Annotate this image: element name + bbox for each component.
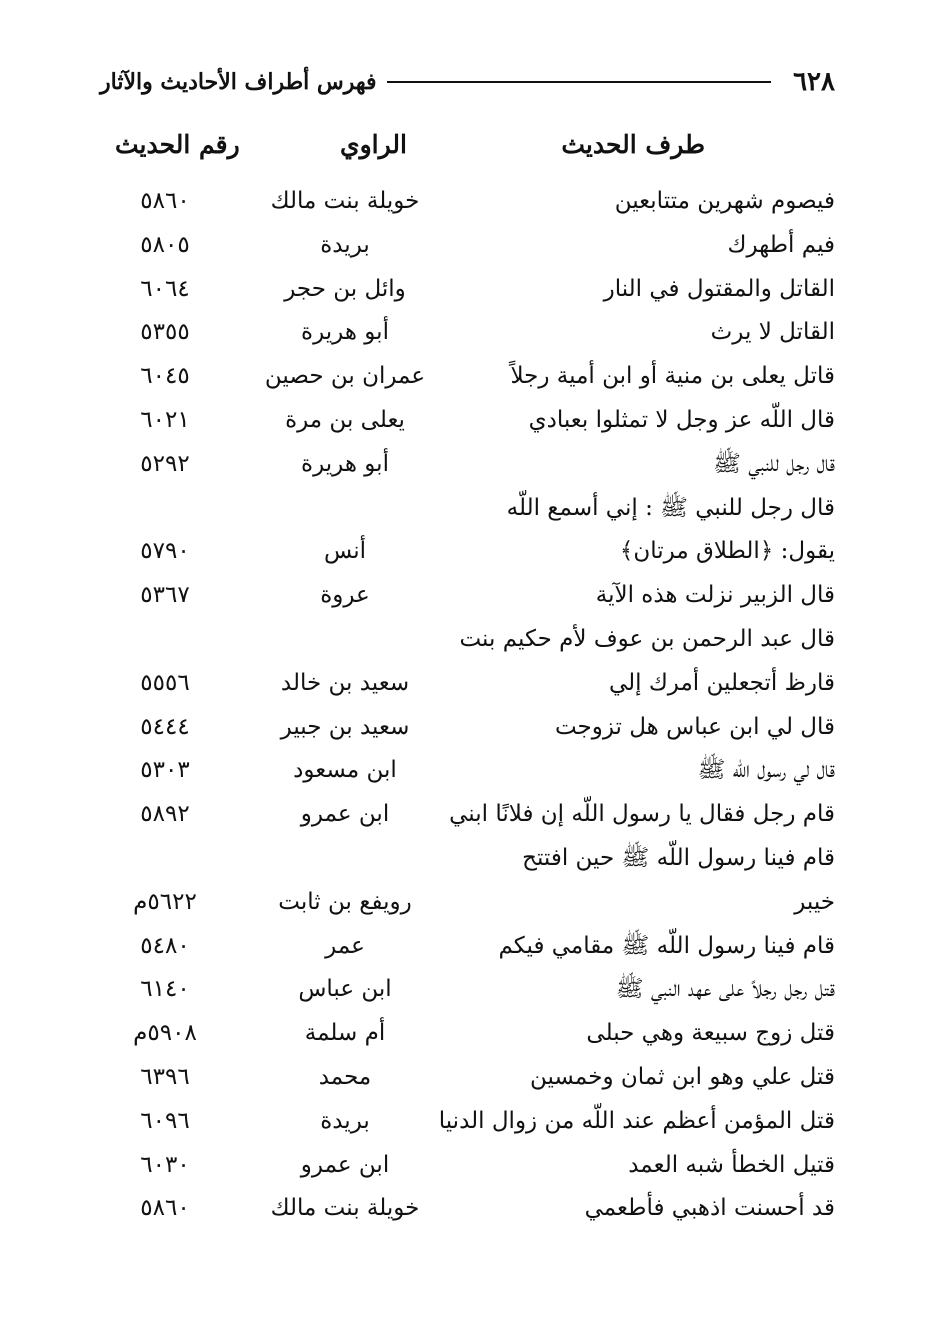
index-entry [0,574,927,618]
column-header-narrator: الراوي [340,130,407,159]
narrator: أبو هريرة [301,319,389,346]
index-entry [0,1144,927,1188]
index-entry [0,224,927,268]
hadith-text: قاتل يعلى بن منية أو ابن أمية رجلاً [510,363,835,390]
narrator: يعلى بن مرة [285,406,405,433]
hadith-number: ٥٨٩٢ [140,801,190,828]
index-entry [0,443,927,487]
hadith-text: قال رجل للنبي ﷺ : إني أسمع اللّه [506,494,835,521]
hadith-number: ٦٠٦٤ [140,275,190,302]
index-entry [0,311,927,355]
index-entry [0,837,927,881]
hadith-number: ٦٣٩٦ [140,1063,190,1090]
hadith-number: ٥٦٢٢م [133,888,197,915]
narrator: خويلة بنت مالك [270,188,420,214]
hadith-number: ٥٨٦٠ [140,1195,190,1222]
hadith-text: قام فينا رسول اللّه ﷺ مقامي فيكم [498,932,835,959]
narrator: بريدة [320,1107,370,1134]
narrator: محمد [318,1063,372,1090]
hadith-text: قال عبد الرحمن بن عوف لأم حكيم بنت [459,625,835,652]
narrator: عروة [320,582,370,609]
index-entry [0,355,927,399]
column-header-number: رقم الحديث [115,130,240,159]
index-entry [0,925,927,969]
hadith-text: قال لي رسول اللّه ﷺ [697,757,835,784]
index-entry [0,749,927,793]
narrator: عمر [325,932,365,959]
hadith-text: فيصوم شهرين متتابعين [614,188,835,214]
hadith-text: قال اللّه عز وجل لا تمثلوا بعبادي [528,406,835,433]
hadith-text: قال الزبير نزلت هذه الآية [595,582,835,609]
hadith-text: قام فينا رسول اللّه ﷺ حين افتتح [522,844,835,871]
hadith-text: قتل المؤمن أعظم عند اللّه من زوال الدنيا [438,1107,835,1134]
narrator: عمران بن حصين [264,363,426,390]
hadith-text: قال لي ابن عباس هل تزوجت [554,713,835,740]
index-entry [0,618,927,662]
hadith-text: قتل زوج سبيعة وهي حبلى [586,1020,835,1047]
index-entry [0,487,927,531]
hadith-text: قام رجل فقال يا رسول اللّه إن فلانًا ابني [449,801,835,828]
index-entry [0,399,927,443]
index-entry [0,662,927,706]
index-entry [0,1056,927,1100]
hadith-number: ٥٧٩٠ [140,538,190,565]
hadith-number: ٥٨٠٥ [140,231,190,258]
narrator: خويلة بنت مالك [270,1195,420,1222]
narrator: سعيد بن جبير [280,713,410,740]
index-entry [0,881,927,925]
index-entry [0,793,927,837]
narrator: ابن عمرو [300,801,390,828]
hadith-text: قارظ أتجعلين أمرك إلي [608,669,835,696]
hadith-text: القاتل والمقتول في النار [603,275,835,302]
narrator: أم سلمة [304,1020,386,1047]
running-title: فهرس أطراف الأحاديث والآثار [100,69,377,95]
column-headers [100,130,835,170]
hadith-number: ٦١٤٠ [140,976,190,1003]
hadith-number: ٥٤٤٤ [140,713,190,740]
hadith-number: ٥٩٠٨م [133,1020,197,1047]
hadith-text: قتيل الخطأ شبه العمد [628,1151,835,1178]
hadith-number: ٥٣٠٣ [140,757,190,784]
hadith-text: فيم أطهرك [727,231,835,258]
hadith-number: ٥٥٥٦ [140,669,190,696]
index-entry [0,268,927,312]
narrator: ابن مسعود [293,757,397,784]
index-entry [0,180,927,224]
page-number: ٦٢٨ [793,67,835,97]
hadith-number: ٦٠٤٥ [140,363,190,390]
hadith-text: خيبر [794,888,835,915]
hadith-text: قال رجل للنبي ﷺ [713,450,835,477]
hadith-number: ٥٣٥٥ [140,319,190,346]
hadith-number: ٥٨٦٠ [140,188,190,214]
index-entry [0,968,927,1012]
index-entries [0,180,927,1231]
hadith-text: قتل علي وهو ابن ثمان وخمسين [529,1063,835,1090]
hadith-number: ٦٠٩٦ [140,1107,190,1134]
narrator: بريدة [320,231,370,258]
hadith-text: يقول: ﴿الطلاق مرتان﴾ [619,538,835,565]
hadith-number: ٦٠٣٠ [140,1151,190,1178]
narrator: أبو هريرة [301,450,389,477]
hadith-number: ٥٤٨٠ [140,932,190,959]
index-entry [0,1187,927,1231]
hadith-number: ٦٠٢١ [140,406,190,433]
hadith-text: قتل رجل رجلاً على عهد النبي ﷺ [615,976,835,1003]
index-entry [0,1012,927,1056]
index-entry [0,530,927,574]
narrator: ابن عباس [298,976,392,1003]
hadith-number: ٥٢٩٢ [140,450,190,477]
narrator: ابن عمرو [300,1151,390,1178]
page-header [100,62,835,102]
hadith-number: ٥٣٦٧ [140,582,190,609]
index-entry [0,706,927,750]
hadith-text: القاتل لا يرث [710,319,835,346]
narrator: وائل بن حجر [284,275,406,302]
narrator: رويفع بن ثابت [278,888,412,915]
index-entry [0,1100,927,1144]
column-header-text: طرف الحديث [561,130,705,159]
header-rule [387,81,772,83]
narrator: أنس [323,538,367,565]
narrator: سعيد بن خالد [280,669,410,696]
hadith-text: قد أحسنت اذهبي فأطعمي [584,1195,835,1222]
